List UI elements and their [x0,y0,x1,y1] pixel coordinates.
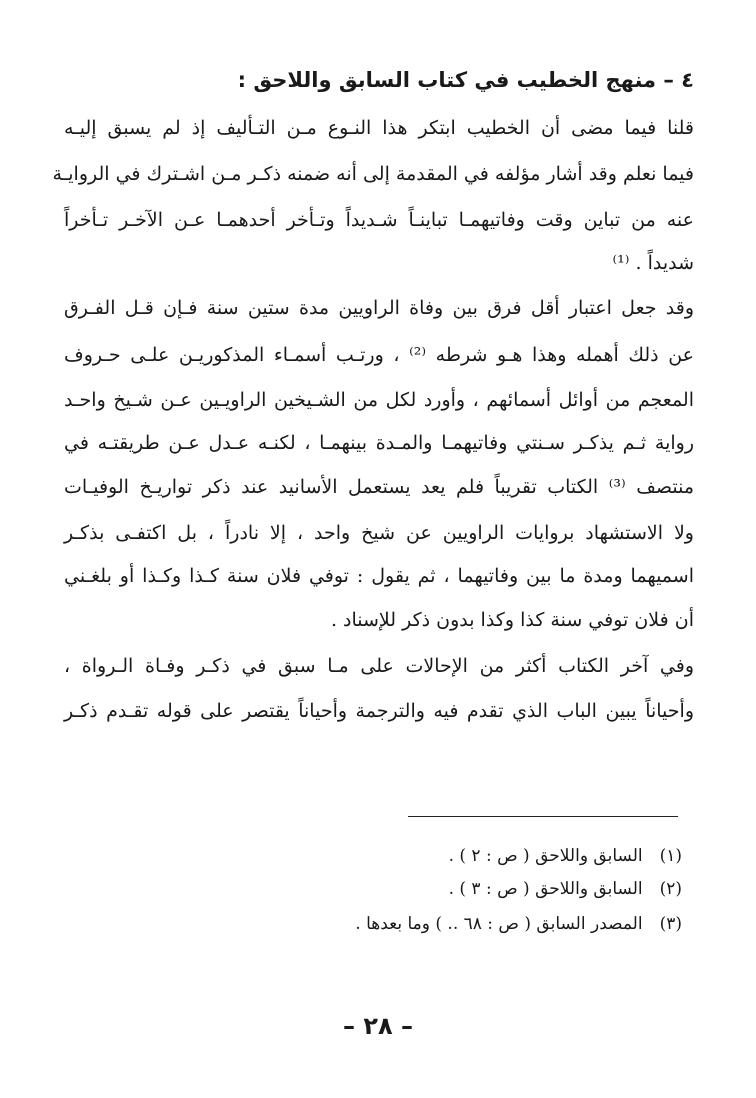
footnote-text: السابق واللاحق ( ص : ٣ ) . [448,879,643,899]
body-line: قلنا فيما مضى أن الخطيب ابتكر هذا النـوع مـن التـأليف إذ لم يسبق إليـه [64,117,694,139]
body-line: اسميهما ومدة ما بين وفاتيهما ، ثم يقول : توفي فلان سنة كـذا وكـذا أو بلغـني [64,565,694,587]
page-number: – ٢٨ – [342,1012,413,1040]
footnote-item [82,910,682,938]
body-line: المعجم من أوائل أسمائهم ، وأورد لكل من الشـيخين الراويـين عـن شـيخ واحـد [64,389,694,411]
footnote-separator [408,816,678,817]
body-line: ولا الاستشهاد بروايات الراويين عن شيخ واحد ، إلا نادراً ، بل اكتفـى بذكـر [64,522,694,544]
body-line: فيما نعلم وقد أشار مؤلفه في المقدمة إلى أنه ضمنه ذكـر مـن اشـترك في الروايـة [52,163,694,185]
footnote-number: (٣) [659,914,682,934]
body-line: عن ذلك أهمله وهذا هـو شرطه ⁽²⁾ ، ورتـب أسمـاء المذكوريـن علـى حـروف [64,344,694,366]
body-line: وفي آخر الكتاب أكثر من الإحالات على مـا سبق في ذكـر وفـاة الـرواة ، [64,655,694,677]
body-line: رواية ثـم يذكـر سـنتي وفاتيهمـا والمـدة بينهمـا ، لكنـه عـدل عـن طريقتـه في [64,432,694,454]
footnote-number: (٢) [659,879,682,899]
footnote-item [82,842,682,870]
body-line: شديداً . ⁽¹⁾ [612,252,694,274]
footnote-text: المصدر السابق ( ص : ٦٨ .. ) وما بعدها . [355,914,643,934]
body-line: عنه من تباين وقت وفاتيهمـا تباينـاً شـديداً وتـأخر أحدهمـا عـن الآخـر تـأخراً [64,209,694,231]
footnote-text: السابق واللاحق ( ص : ٢ ) . [448,846,643,866]
body-line: منتصف ⁽³⁾ الكتاب تقريباً فلم يعد يستعمل الأسانيد عند ذكر تواريـخ الوفيـات [64,476,695,498]
body-line: وقد جعل اعتبار أقل فرق بين وفاة الراويين مدة ستين سنة فـإن قـل الفـرق [64,297,694,319]
footnote-item [82,875,682,903]
body-line: وأحياناً يبين الباب الذي تقدم فيه والترجمة وأحياناً يقتصر على قوله تقـدم ذكـر [64,700,694,722]
footnote-number: (١) [659,846,682,866]
section-heading: ٤ – منهج الخطيب في كتاب السابق واللاحق : [237,68,694,92]
body-line: أن فلان توفي سنة كذا وكذا بدون ذكر للإسناد . [330,609,694,631]
